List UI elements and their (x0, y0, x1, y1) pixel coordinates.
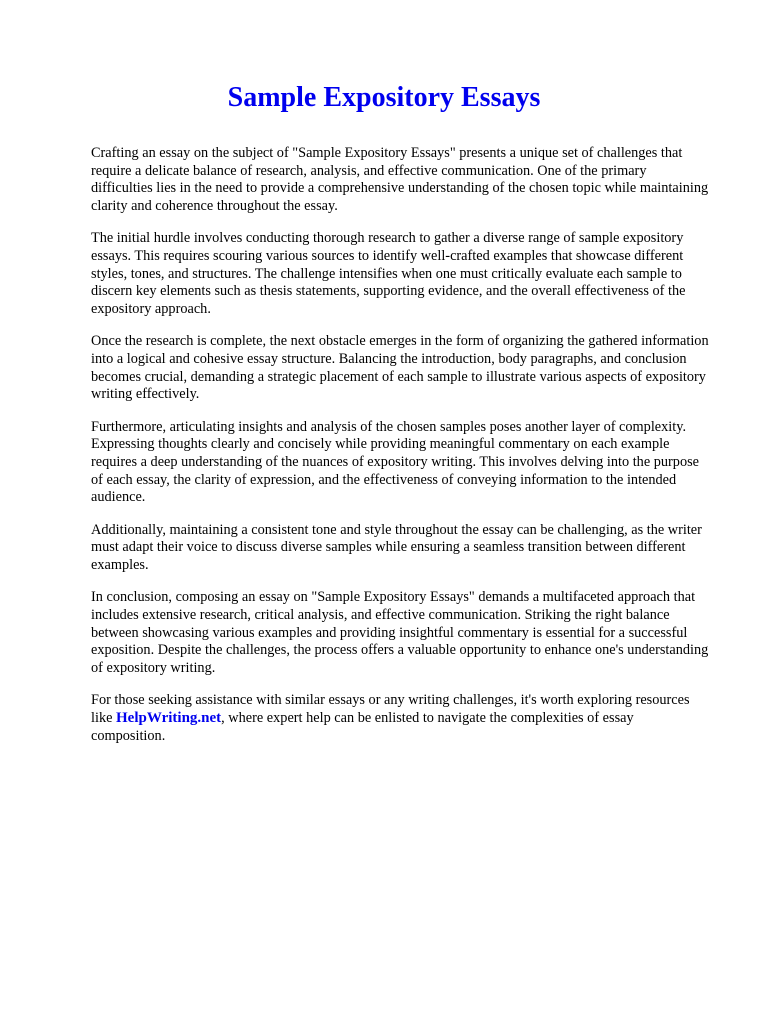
paragraph-closing (91, 692, 709, 745)
document-body (91, 145, 709, 760)
paragraph-research: The initial hurdle involves conducting thorough research to gather a diverse range of sample expository essays. This requires scouring various sources to identify well-crafted examples that showcase different styles, tones, and structures. The challenge intensifies when one must critically evaluate each sample to discern key elements such as thesis statements, supporting evidence, and the overall effectiveness of the expository approach. (91, 230, 686, 317)
closing-text-after-link: , where expert help can be enlisted to navigate the complexities of essay composition. (91, 710, 634, 744)
paragraph-conclusion: In conclusion, composing an essay on "Sample Expository Essays" demands a multifaceted approach that includes extensive research, critical analysis, and effective communication. Striking the right balance between showcasing various examples and providing insightful commentary is essential for a successful exposition. Despite the challenges, the process offers a valuable opportunity to enhance one's understanding of expository writing. (91, 589, 709, 676)
paragraph-tone: Additionally, maintaining a consistent tone and style throughout the essay can be challenging, as the writer must adapt their voice to discuss diverse samples while ensuring a seamless transition between different examples. (91, 521, 702, 573)
paragraph-analysis: Furthermore, articulating insights and analysis of the chosen samples poses another layer of complexity. Expressing thoughts clearly and concisely while providing meaningful commentary on each example requires a deep understanding of the nuances of expository writing. This involves delving into the purpose of each essay, the clarity of expression, and the effectiveness of conveying information to the intended audience. (91, 418, 700, 506)
paragraph-organization: Once the research is complete, the next obstacle emerges in the form of organizing the gathered information into a logical and cohesive essay structure. Balancing the introduction, body paragraphs, and conclusion becomes crucial, demanding a strategic placement of each sample to illustrate various aspects of expository writing effectively. (91, 333, 709, 403)
page-title: Sample Expository Essays (227, 82, 541, 113)
helpwriting-link[interactable]: HelpWriting.net (116, 710, 222, 727)
closing-text-before-link: For those seeking assistance with similar essays or any writing challenges, it's worth exploring resources like (91, 692, 690, 727)
paragraph-intro: Crafting an essay on the subject of "Sample Expository Essays" presents a unique set of challenges that require a delicate balance of research, analysis, and effective communication. One of the primary difficulties lies in the need to provide a comprehensive understanding of the chosen topic while maintaining clarity and coherence throughout the essay. (91, 145, 709, 214)
